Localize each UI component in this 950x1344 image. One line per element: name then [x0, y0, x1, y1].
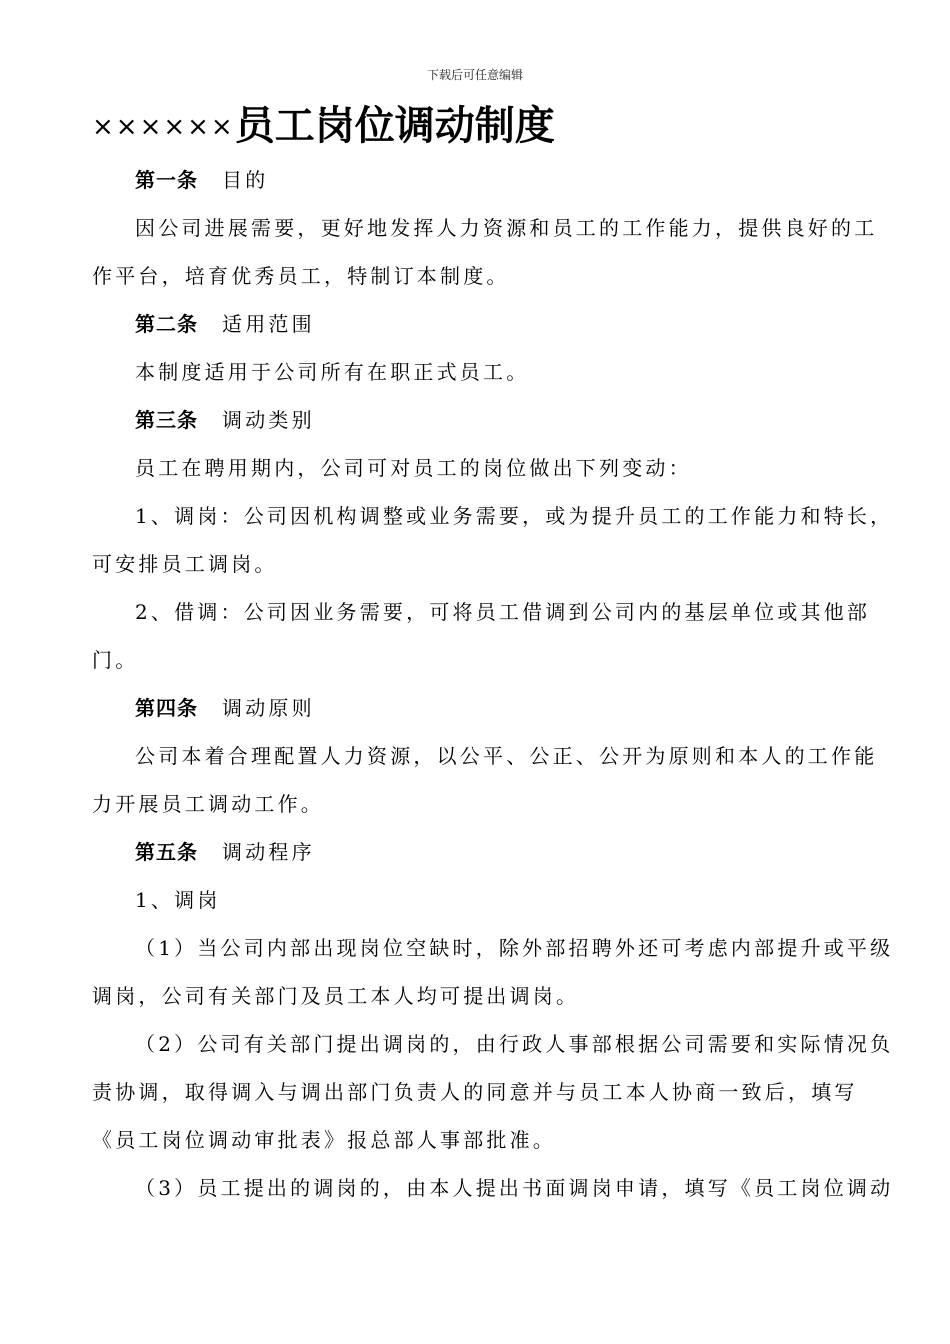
- paragraph-line: 本制度适用于公司所有在职正式员工。: [135, 360, 530, 384]
- article-number: 第一条: [135, 168, 198, 192]
- article-heading-2: [135, 309, 875, 339]
- paragraph-line: 1、调岗：公司因机构调整或业务需要，或为提升员工的工作能力和特长，: [135, 504, 894, 528]
- paragraph-line: 调岗，公司有关部门及员工本人均可提出调岗。: [92, 984, 580, 1008]
- header-note: 下载后可任意编辑: [426, 68, 523, 82]
- document-title: [92, 100, 555, 153]
- paragraph-line: 公司本着合理配置人力资源，以公平、公正、公开为原则和本人的工作能: [135, 744, 878, 768]
- title-prefix: ××××××: [92, 112, 235, 142]
- paragraph-line: 《员工岗位调动审批表》报总部人事部批准。: [92, 1128, 556, 1152]
- paragraph-line: 门。: [92, 648, 139, 672]
- article-number: 第三条: [135, 408, 198, 432]
- article-title: 适用范围: [222, 312, 315, 336]
- paragraph-line: （1）当公司内部出现岗位空缺时，除外部招聘外还可考虑内部提升或平级: [135, 936, 894, 960]
- article-heading-5: [135, 837, 875, 867]
- title-main: 员工岗位调动制度: [234, 103, 555, 149]
- article-number: 第四条: [135, 696, 198, 720]
- paragraph-line: （3）员工提出的调岗的，由本人提出书面调岗申请，填写《员工岗位调动: [135, 1176, 894, 1200]
- paragraph-line: 力开展员工调动工作。: [92, 792, 324, 816]
- article-title: 调动程序: [222, 840, 315, 864]
- paragraph-line: 因公司进展需要，更好地发挥人力资源和员工的工作能力，提供良好的工: [135, 216, 878, 240]
- paragraph-line: （2）公司有关部门提出调岗的，由行政人事部根据公司需要和实际情况负: [135, 1032, 894, 1056]
- article-title: 目的: [222, 168, 269, 192]
- article-title: 调动原则: [222, 696, 315, 720]
- article-title: 调动类别: [222, 408, 315, 432]
- article-number: 第五条: [135, 840, 198, 864]
- article-number: 第二条: [135, 312, 198, 336]
- paragraph-line: 1、调岗: [135, 888, 221, 912]
- paragraph-line: 作平台，培育优秀员工，特制订本制度。: [92, 264, 510, 288]
- article-heading-3: [135, 405, 875, 435]
- paragraph-line: 2、借调：公司因业务需要，可将员工借调到公司内的基层单位或其他部: [135, 600, 871, 624]
- paragraph-line: 可安排员工调岗。: [92, 552, 278, 576]
- article-heading-1: [135, 165, 875, 195]
- article-heading-4: [135, 693, 875, 723]
- paragraph-line: 责协调，取得调入与调出部门负责人的同意并与员工本人协商一致后，填写: [92, 1080, 858, 1104]
- paragraph-line: 员工在聘用期内，公司可对员工的岗位做出下列变动：: [135, 456, 692, 480]
